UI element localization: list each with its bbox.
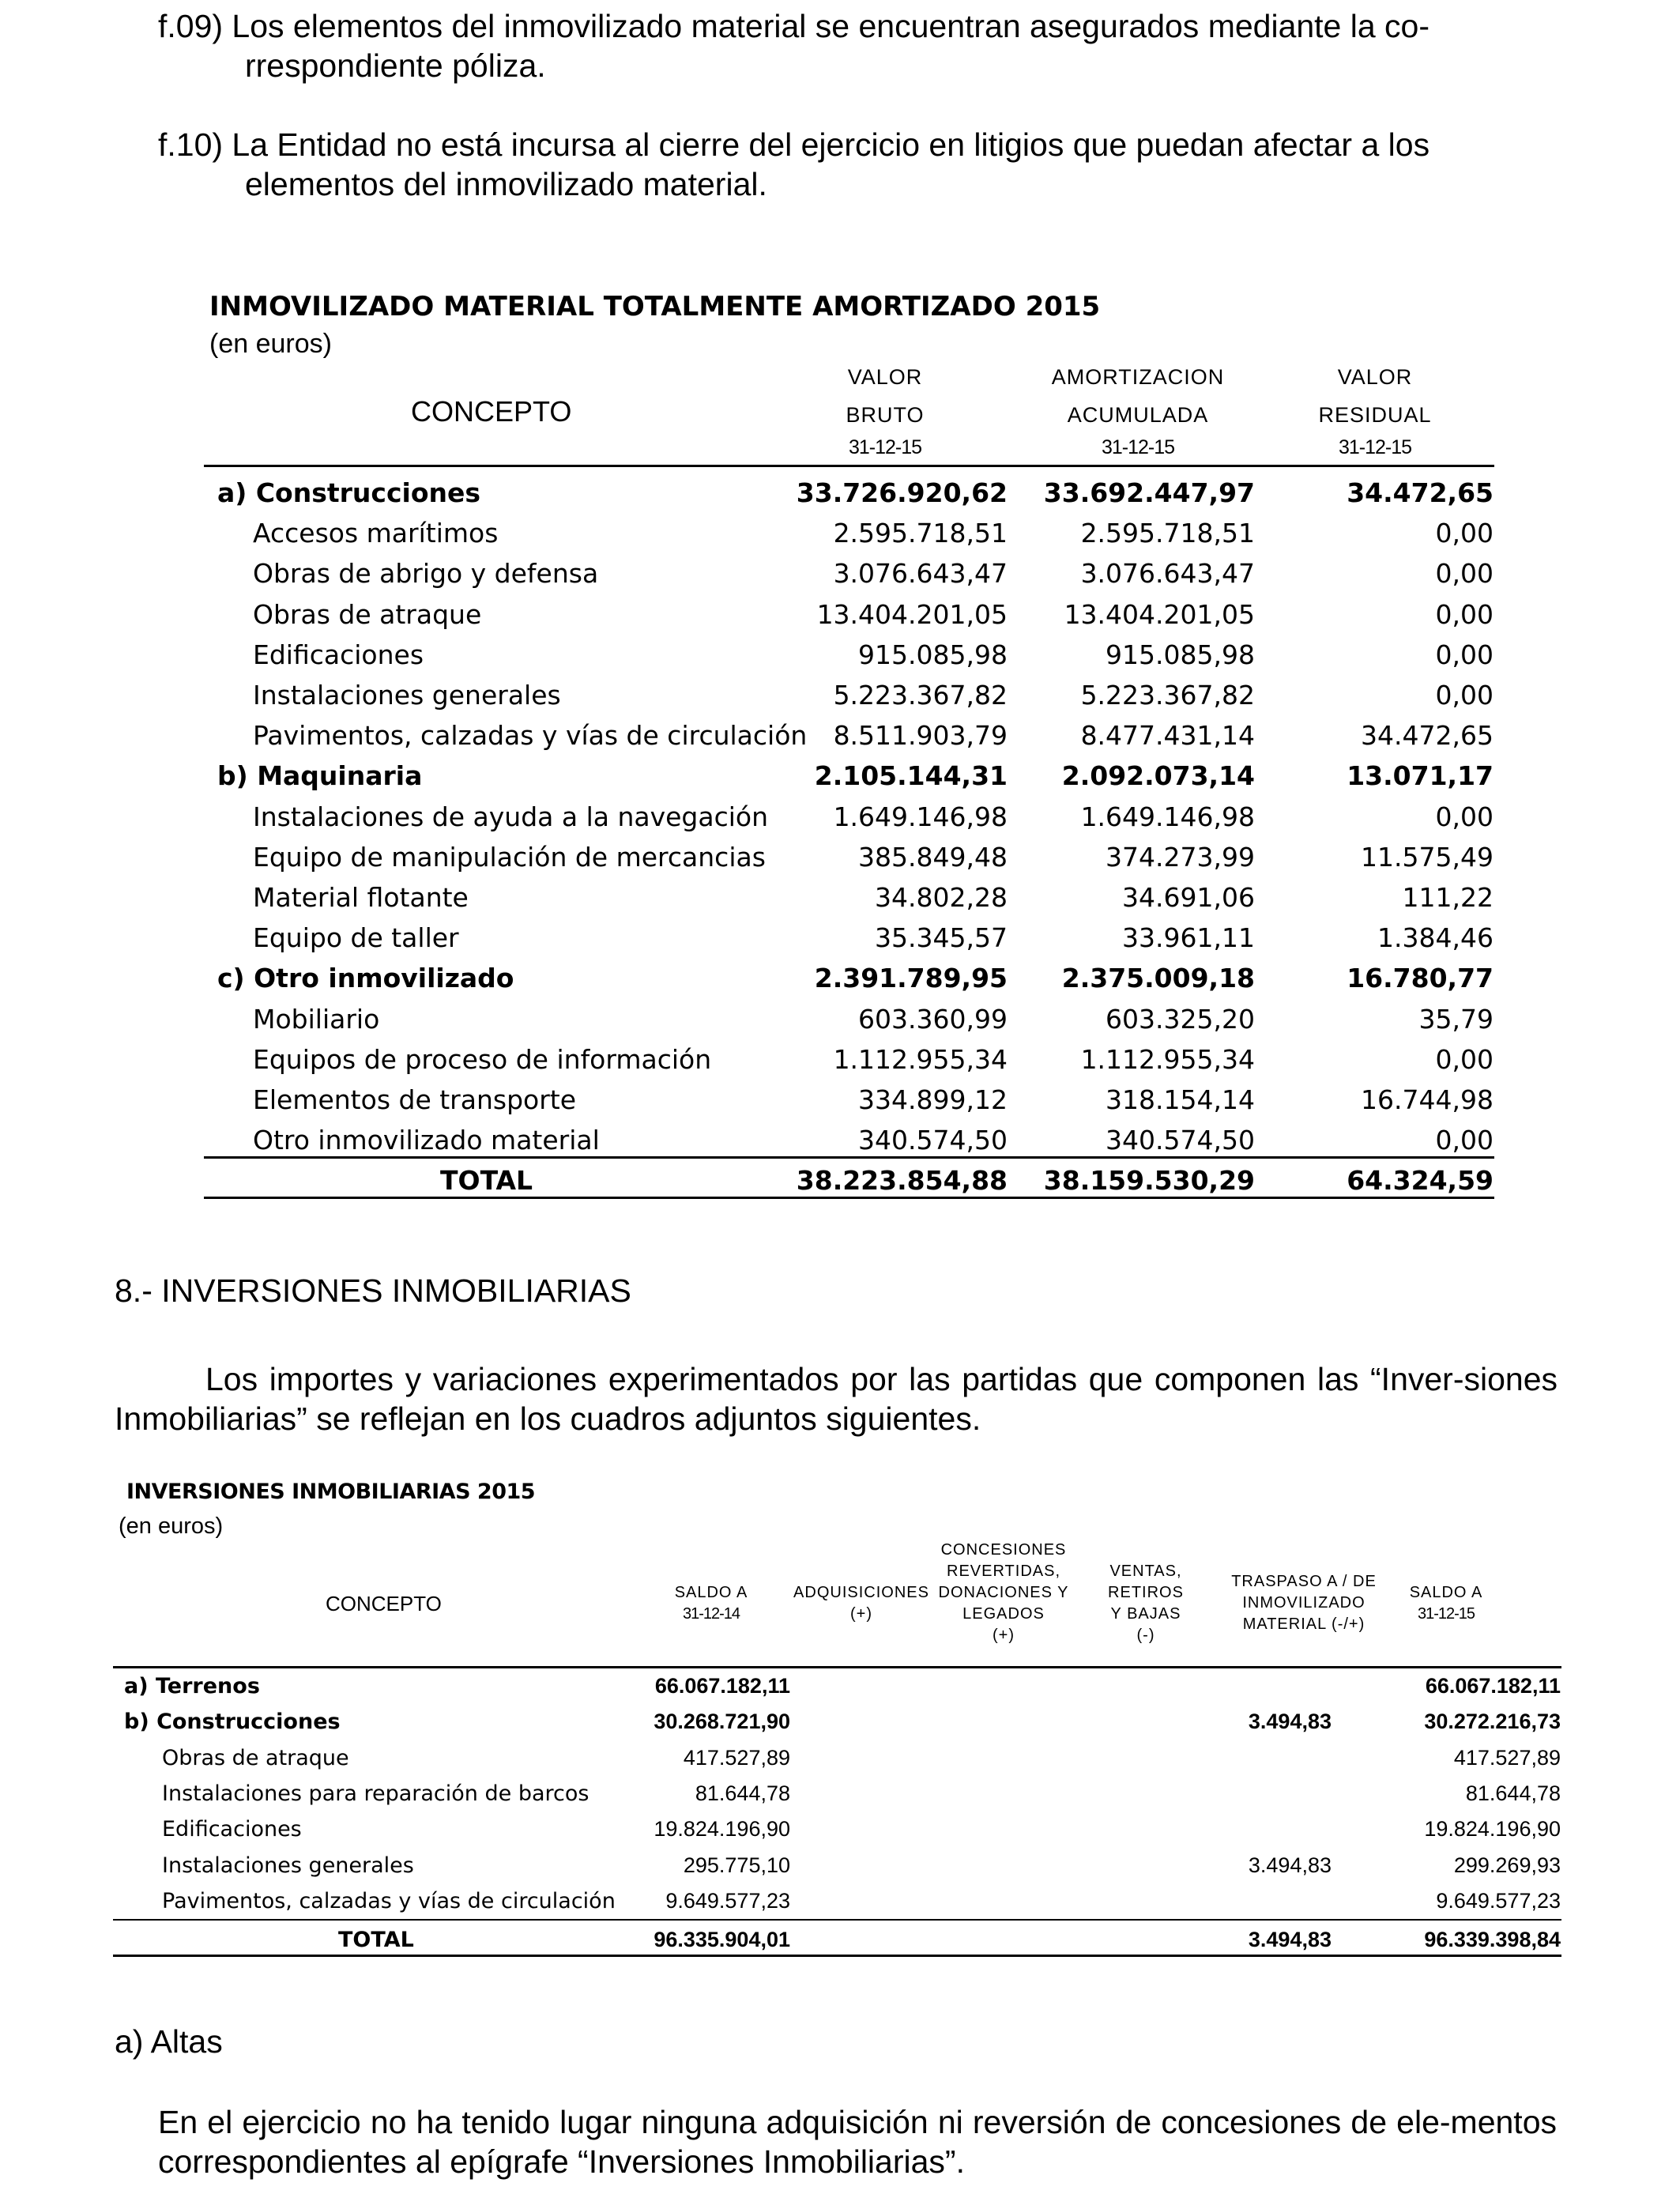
amortizacion-acumulada-cell: 1.112.955,34: [1080, 1043, 1255, 1075]
amortizacion-acumulada-cell: 3.076.643,47: [1080, 558, 1255, 590]
table2-header-col4-line2: RETIROS: [1108, 1584, 1184, 1601]
valor-residual-cell: 0,00: [1435, 680, 1494, 711]
valor-residual-cell: 13.071,17: [1347, 760, 1494, 792]
valor-residual-cell: 16.780,77: [1347, 963, 1494, 994]
row-label: Edificaciones: [162, 1817, 302, 1842]
table2-header-col6: [1391, 1582, 1501, 1625]
table-row: [205, 963, 1494, 1003]
row-label: Accesos marítimos: [253, 518, 499, 549]
table-row: [205, 639, 1494, 680]
table-row: [205, 477, 1494, 518]
saldo-final-cell: 96.339.398,84: [1424, 1928, 1561, 1952]
table1-header-rule: [204, 465, 1494, 467]
table2-header-col4: [1090, 1561, 1201, 1646]
table2-total-rule-bottom: [113, 1955, 1561, 1957]
amortizacion-acumulada-cell: 8.477.431,14: [1080, 720, 1255, 752]
table2-header-col6-line2: 31-12-15: [1417, 1605, 1475, 1623]
table1-header-col3-line2: RESIDUAL: [1318, 403, 1432, 427]
table1-header-col1-line2: BRUTO: [846, 403, 925, 427]
table-row: [205, 518, 1494, 558]
amortizacion-acumulada-cell: 2.092.073,14: [1061, 760, 1255, 792]
row-label: b) Maquinaria: [217, 760, 423, 792]
table2-header-col5-line1: TRASPASO A / DE: [1231, 1573, 1377, 1590]
table1-header-col3-line1: VALOR: [1337, 365, 1413, 389]
valor-residual-cell: 34.472,65: [1361, 720, 1494, 752]
saldo-inicial-cell: 19.824.196,90: [654, 1817, 790, 1842]
row-label: Elementos de transporte: [253, 1084, 577, 1115]
table-row: [205, 842, 1494, 882]
section8-paragraph: Los importes y variaciones experimentados por las partidas que componen las “Inver-siones Inmobiliarias” se reflejan en los cuadros adjuntos siguientes.: [115, 1361, 1558, 1437]
table2-header-col3-line3: DONACIONES Y: [938, 1584, 1069, 1601]
table-row: [205, 801, 1494, 842]
table2-header-col5: [1217, 1571, 1391, 1635]
table-row: [205, 1084, 1494, 1125]
amortizacion-acumulada-cell: 374.273,99: [1106, 841, 1255, 873]
table1-header-col1-line1: VALOR: [847, 365, 923, 389]
paragraph-f10-line2: elementos del inmovilizado material.: [245, 166, 767, 202]
table2-header-col6-line1: SALDO A: [1409, 1584, 1483, 1601]
saldo-inicial-cell: 295.775,10: [683, 1853, 790, 1877]
valor-residual-cell: 64.324,59: [1347, 1165, 1494, 1197]
valor-bruto-cell: 8.511.903,79: [833, 720, 1008, 752]
table2-header-col4-line3: Y BAJAS: [1110, 1605, 1181, 1623]
table-row: [205, 1004, 1494, 1044]
saldo-inicial-cell: 30.268.721,90: [654, 1710, 790, 1734]
table-row: [205, 1044, 1494, 1084]
saldo-inicial-cell: 9.649.577,23: [665, 1888, 790, 1913]
table-row: [205, 558, 1494, 598]
saldo-inicial-cell: 66.067.182,11: [654, 1674, 790, 1698]
valor-bruto-cell: 1.649.146,98: [833, 801, 1008, 832]
valor-residual-cell: 0,00: [1435, 598, 1494, 630]
traspaso-cell: 3.494,83: [1248, 1853, 1332, 1877]
amortizacion-acumulada-cell: 13.404.201,05: [1064, 598, 1255, 630]
traspaso-cell: 3.494,83: [1248, 1710, 1332, 1734]
table2-total-rule-top: [113, 1919, 1561, 1921]
table2-header-col2: [790, 1582, 932, 1625]
table2-header-col3-line1: CONCESIONES: [940, 1541, 1067, 1559]
valor-residual-cell: 11.575,49: [1361, 841, 1494, 873]
table1-header-col3-line3: 31-12-15: [1338, 436, 1412, 458]
saldo-final-cell: 66.067.182,11: [1425, 1674, 1561, 1698]
row-label: TOTAL: [440, 1165, 533, 1197]
valor-residual-cell: 1.384,46: [1377, 922, 1494, 954]
table-row: [115, 1781, 1561, 1818]
row-label: TOTAL: [338, 1928, 414, 1953]
paragraph-f09-line1: f.09) Los elementos del inmovilizado material se encuentran asegurados mediante la co-: [158, 8, 1430, 44]
row-label: Obras de abrigo y defensa: [253, 558, 599, 590]
valor-bruto-cell: 385.849,48: [858, 841, 1008, 873]
row-label: a) Terrenos: [124, 1674, 260, 1698]
amortizacion-acumulada-cell: 2.595.718,51: [1080, 518, 1255, 549]
table2-header-concept: CONCEPTO: [326, 1592, 442, 1615]
paragraph-f10: [158, 125, 1557, 204]
table2-header-col4-line4: (-): [1136, 1627, 1155, 1644]
table1-total-rule-top: [204, 1156, 1494, 1159]
table2-header-col3: [932, 1540, 1075, 1646]
table1-subtitle: (en euros): [209, 329, 332, 359]
amortizacion-acumulada-cell: 33.692.447,97: [1043, 477, 1255, 508]
table2-title: INVERSIONES INMOBILIARIAS 2015: [126, 1480, 536, 1504]
paragraph-f09: [158, 6, 1557, 85]
row-label: Instalaciones para reparación de barcos: [162, 1781, 590, 1806]
row-label: Otro inmovilizado material: [253, 1125, 600, 1156]
row-label: Instalaciones de ayuda a la navegación: [253, 801, 769, 832]
table1-total-rule-bottom: [204, 1197, 1494, 1199]
paragraph-f09-line2: rrespondiente póliza.: [245, 47, 546, 84]
valor-bruto-cell: 1.112.955,34: [833, 1043, 1008, 1075]
valor-residual-cell: 34.472,65: [1347, 477, 1494, 508]
table1-header-col2-line2: ACUMULADA: [1067, 403, 1209, 427]
table2-total-row: [115, 1928, 1561, 1964]
amortizacion-acumulada-cell: 34.691,06: [1122, 882, 1255, 913]
table2-header-col5-line3: MATERIAL (-/+): [1242, 1615, 1365, 1633]
table-row: [205, 680, 1494, 720]
table2-header-col2-line1: ADQUISICIONES: [793, 1584, 929, 1601]
valor-bruto-cell: 340.574,50: [858, 1125, 1008, 1156]
valor-residual-cell: 16.744,98: [1361, 1084, 1494, 1115]
valor-residual-cell: 0,00: [1435, 1125, 1494, 1156]
saldo-final-cell: 19.824.196,90: [1424, 1817, 1561, 1842]
amortizacion-acumulada-cell: 2.375.009,18: [1061, 963, 1255, 994]
row-label: Pavimentos, calzadas y vías de circulación: [162, 1888, 616, 1913]
traspaso-cell: 3.494,83: [1248, 1928, 1332, 1952]
valor-residual-cell: 0,00: [1435, 639, 1494, 670]
valor-bruto-cell: 33.726.920,62: [796, 477, 1008, 508]
amortizacion-acumulada-cell: 38.159.530,29: [1043, 1165, 1255, 1197]
valor-bruto-cell: 2.595.718,51: [833, 518, 1008, 549]
table2-header-col3-line5: (+): [993, 1627, 1015, 1644]
saldo-inicial-cell: 96.335.904,01: [654, 1928, 790, 1952]
table-row: [205, 720, 1494, 760]
amortizacion-acumulada-cell: 1.649.146,98: [1080, 801, 1255, 832]
row-label: Instalaciones generales: [162, 1853, 414, 1878]
row-label: Pavimentos, calzadas y vías de circulación: [253, 720, 808, 752]
valor-residual-cell: 0,00: [1435, 801, 1494, 832]
table-row: [205, 1125, 1494, 1165]
table2-header-col3-line4: LEGADOS: [962, 1605, 1045, 1623]
amortizacion-acumulada-cell: 5.223.367,82: [1080, 680, 1255, 711]
table2-header-col3-line2: REVERTIDAS,: [947, 1563, 1060, 1580]
valor-bruto-cell: 915.085,98: [858, 639, 1008, 670]
table-row: [115, 1817, 1561, 1853]
table-row: [115, 1674, 1561, 1710]
valor-residual-cell: 0,00: [1435, 1043, 1494, 1075]
section8-heading: 8.- INVERSIONES INMOBILIARIAS: [115, 1272, 631, 1309]
table1-header-col2-line3: 31-12-15: [1101, 436, 1175, 458]
row-label: Obras de atraque: [253, 598, 482, 630]
table2-subtitle: (en euros): [119, 1514, 224, 1539]
row-label: b) Construcciones: [124, 1710, 341, 1735]
row-label: Equipo de taller: [253, 922, 459, 954]
valor-bruto-cell: 2.105.144,31: [814, 760, 1008, 792]
table1-header-col1-line3: 31-12-15: [848, 436, 922, 458]
row-label: a) Construcciones: [217, 477, 481, 508]
paragraph-f10-line1: f.10) La Entidad no está incursa al cierre del ejercicio en litigios que puedan afectar a los: [158, 126, 1430, 163]
table2-header-col4-line1: VENTAS,: [1109, 1563, 1182, 1580]
saldo-final-cell: 9.649.577,23: [1436, 1888, 1561, 1913]
row-label: Equipo de manipulación de mercancias: [253, 841, 766, 873]
valor-bruto-cell: 603.360,99: [858, 1003, 1008, 1035]
table-row: [205, 760, 1494, 801]
valor-bruto-cell: 13.404.201,05: [816, 598, 1008, 630]
valor-bruto-cell: 2.391.789,95: [814, 963, 1008, 994]
amortizacion-acumulada-cell: 915.085,98: [1106, 639, 1255, 670]
table1-total-row: [205, 1165, 1494, 1205]
saldo-final-cell: 417.527,89: [1453, 1745, 1561, 1770]
valor-bruto-cell: 35.345,57: [875, 922, 1008, 954]
table-row: [115, 1853, 1561, 1890]
table2-header-col2-line2: (+): [850, 1605, 872, 1623]
table1-header-col2-line1: AMORTIZACION: [1051, 365, 1225, 389]
table1-title: INMOVILIZADO MATERIAL TOTALMENTE AMORTIZADO 2015: [209, 291, 1101, 322]
altas-heading: a) Altas: [115, 2023, 223, 2060]
valor-bruto-cell: 34.802,28: [875, 882, 1008, 913]
valor-residual-cell: 111,22: [1402, 882, 1494, 913]
valor-residual-cell: 0,00: [1435, 558, 1494, 590]
table-row: [205, 922, 1494, 963]
altas-paragraph: En el ejercicio no ha tenido lugar ninguna adquisición ni reversión de concesiones de ele-mentos correspondientes al epígrafe “Inversiones Inmobiliarias”.: [158, 2104, 1557, 2180]
valor-bruto-cell: 3.076.643,47: [833, 558, 1008, 590]
valor-bruto-cell: 5.223.367,82: [833, 680, 1008, 711]
table2-header-col1-line2: 31-12-14: [682, 1605, 740, 1623]
valor-bruto-cell: 38.223.854,88: [796, 1165, 1008, 1197]
valor-bruto-cell: 334.899,12: [858, 1084, 1008, 1115]
table-row: [115, 1746, 1561, 1782]
table2-header-col1: [656, 1582, 767, 1625]
row-label: Edificaciones: [253, 639, 424, 670]
table1-header-concept: CONCEPTO: [411, 395, 572, 428]
saldo-final-cell: 299.269,93: [1453, 1853, 1561, 1877]
table2-header-rule: [113, 1666, 1561, 1668]
valor-residual-cell: 0,00: [1435, 518, 1494, 549]
table2-header-col1-line1: SALDO A: [674, 1584, 748, 1601]
row-label: Material flotante: [253, 882, 469, 913]
amortizacion-acumulada-cell: 318.154,14: [1106, 1084, 1255, 1115]
table-row: [205, 599, 1494, 639]
row-label: Instalaciones generales: [253, 680, 561, 711]
table-row: [205, 882, 1494, 922]
saldo-final-cell: 30.272.216,73: [1424, 1710, 1561, 1734]
amortizacion-acumulada-cell: 33.961,11: [1122, 922, 1255, 954]
saldo-final-cell: 81.644,78: [1465, 1781, 1561, 1805]
valor-residual-cell: 35,79: [1418, 1003, 1494, 1035]
table-row: [115, 1710, 1561, 1746]
amortizacion-acumulada-cell: 603.325,20: [1106, 1003, 1255, 1035]
saldo-inicial-cell: 81.644,78: [695, 1781, 790, 1805]
saldo-inicial-cell: 417.527,89: [683, 1745, 790, 1770]
row-label: c) Otro inmovilizado: [217, 963, 514, 994]
row-label: Obras de atraque: [162, 1745, 349, 1770]
amortizacion-acumulada-cell: 340.574,50: [1106, 1125, 1255, 1156]
table2-header-col5-line2: INMOVILIZADO: [1242, 1594, 1365, 1612]
row-label: Mobiliario: [253, 1003, 380, 1035]
row-label: Equipos de proceso de información: [253, 1043, 712, 1075]
